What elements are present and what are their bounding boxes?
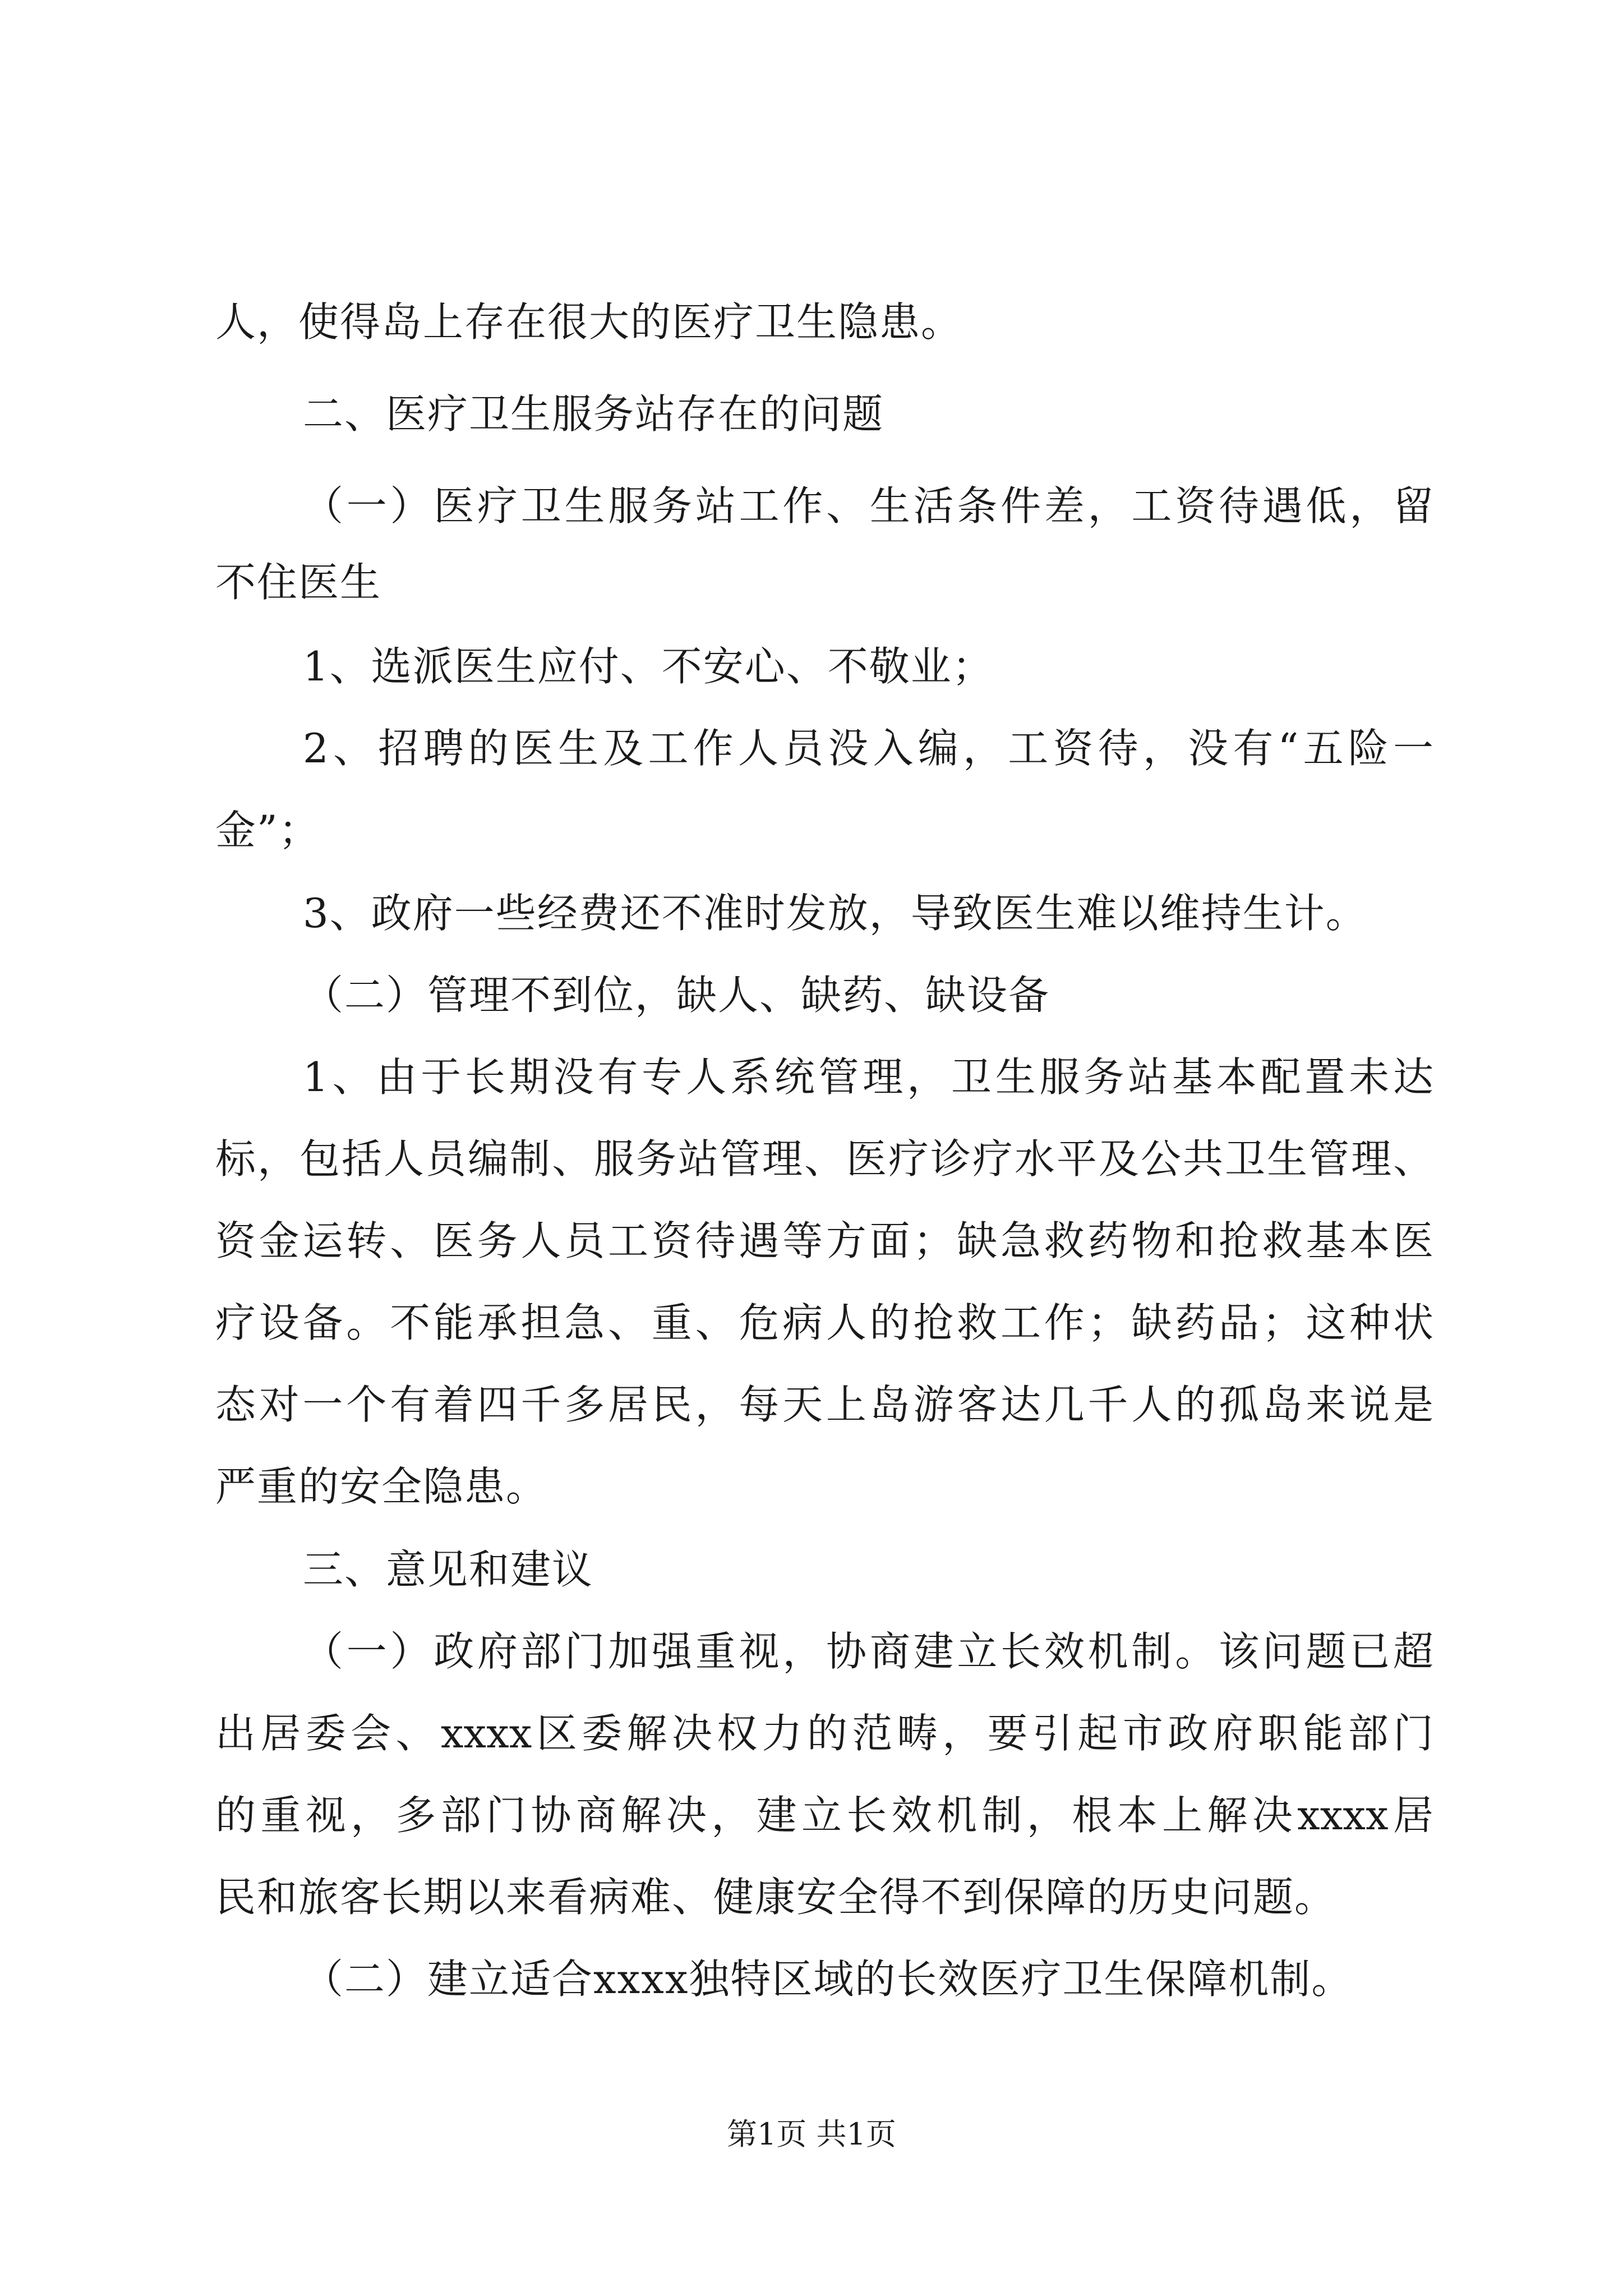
paragraph-line: 出居委会、xxxx区委解决权力的范畴，要引起市政府职能部门 [215, 1710, 1433, 1757]
paragraph-line: （一）政府部门加强重视，协商建立长效机制。该问题已超 [303, 1628, 1433, 1675]
paragraph-line: 疗设备。不能承担急、重、危病人的抢救工作；缺药品；这种状 [215, 1299, 1433, 1346]
paragraph-line: 人，使得岛上存在很大的医疗卫生隐患。 [215, 298, 963, 346]
list-item: 3、政府一些经费还不准时发放，导致医生难以维持生计。 [303, 890, 1367, 937]
paragraph-line: 态对一个有着四千多居民，每天上岛游客达几千人的孤岛来说是 [215, 1381, 1433, 1428]
subsection-heading: （二）建立适合xxxx独特区域的长效医疗卫生保障机制。 [303, 1955, 1353, 2003]
paragraph-line: 严重的安全隐患。 [215, 1463, 548, 1510]
paragraph-line: 民和旅客长期以来看病难、健康安全得不到保障的历史问题。 [215, 1874, 1336, 1921]
section-heading: 三、意见和建议 [303, 1546, 594, 1593]
list-item: 1、选派医生应付、不安心、不敬业； [303, 643, 994, 690]
subsection-heading: （一）医疗卫生服务站工作、生活条件差，工资待遇低，留 [303, 482, 1433, 530]
list-item-continued: 金”； [215, 807, 320, 854]
paragraph-line: 的重视，多部门协商解决，建立长效机制，根本上解决xxxx居 [215, 1792, 1433, 1839]
paragraph-line: 标，包括人员编制、服务站管理、医疗诊疗水平及公共卫生管理、 [215, 1135, 1433, 1182]
section-heading: 二、医疗卫生服务站存在的问题 [303, 390, 884, 438]
page-footer: 第1页 共1页 [727, 2116, 896, 2152]
paragraph-line: 1、由于长期没有专人系统管理，卫生服务站基本配置未达 [303, 1053, 1433, 1101]
paragraph-line: 资金运转、医务人员工资待遇等方面；缺急救药物和抢救基本医 [215, 1217, 1433, 1264]
subsection-heading-continued: 不住医生 [215, 559, 382, 606]
subsection-heading: （二）管理不到位，缺人、缺药、缺设备 [303, 972, 1050, 1019]
list-item: 2、招聘的医生及工作人员没入编，工资待，没有“五险一 [303, 725, 1433, 772]
